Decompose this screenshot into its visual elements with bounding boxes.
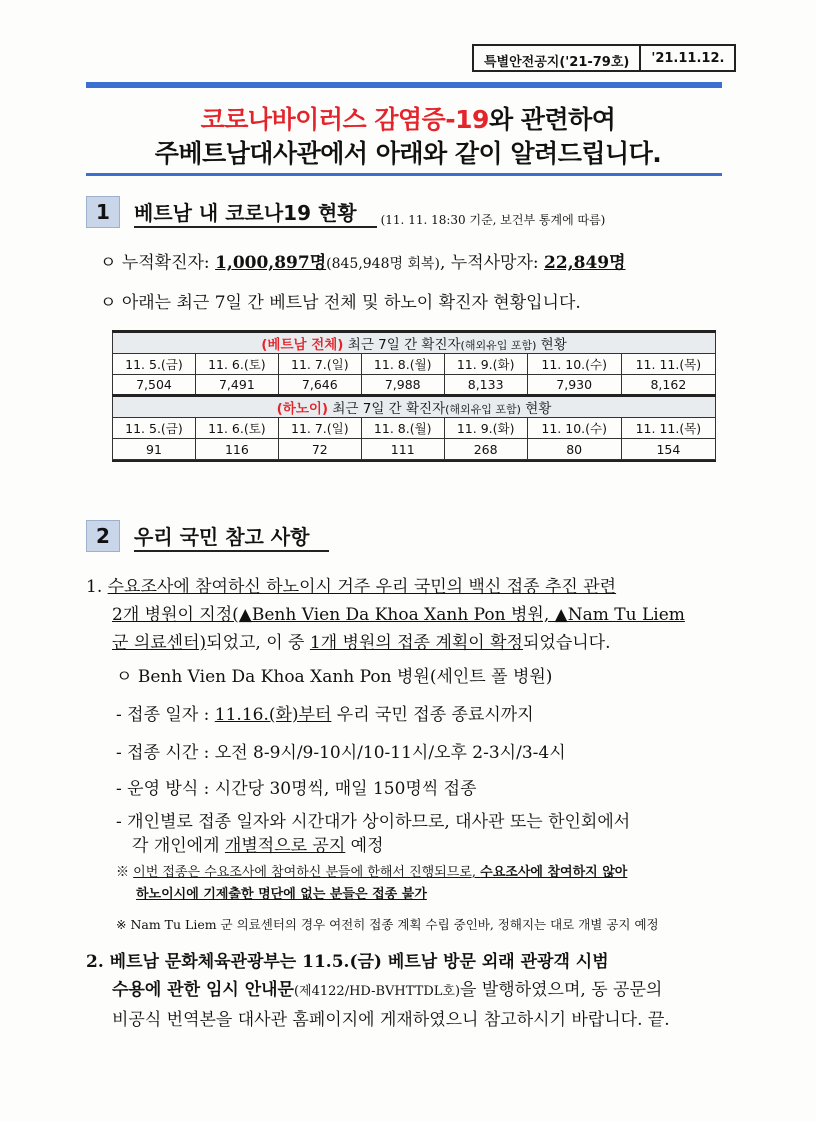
vaccination-time: - 접종 시간 : 오전 8-9시/9-10시/10-11시/오후 2-3시/3-4시	[116, 743, 566, 763]
item-2-line-1: 2. 베트남 문화체육관광부는 11.5.(금) 베트남 방문 외래 관광객 시범	[86, 952, 609, 972]
notice-date: '21.11.12.	[651, 51, 725, 66]
table-caption	[113, 332, 716, 354]
value-cell: 7,646	[278, 375, 361, 396]
section-1-title: 베트남 내 코로나19 현황	[134, 197, 377, 228]
value-cell: 91	[113, 439, 196, 460]
caption-end: 현황	[520, 401, 552, 417]
section-2-heading	[86, 520, 329, 552]
notice-line-1: - 개인별로 접종 일자와 시간대가 상이하므로, 대사관 또는 한인회에서	[116, 812, 631, 832]
caption-end: 현황	[536, 337, 567, 353]
value-cell: 7,491	[195, 375, 278, 396]
value-cell: 268	[444, 439, 527, 460]
cumulative-stats	[100, 248, 626, 273]
title-line-1	[0, 100, 816, 136]
note-2: ※ Nam Tu Liem 군 의료센터의 경우 여전히 접종 계획 수립 중인바, 정해지는 대로 개별 공지 예정	[116, 917, 659, 932]
caption-region: (베트남 전체)	[261, 337, 344, 353]
item-1-number: 1.	[86, 577, 108, 597]
stats-prefix: ㅇ 누적확진자:	[100, 253, 216, 273]
recovered-count: (845,948명 회복)	[326, 256, 440, 272]
cases-tables	[112, 330, 716, 462]
date-cell: 11. 7.(일)	[278, 354, 361, 375]
confirmed-count: 1,000,897명	[215, 253, 327, 273]
date-cell: 11. 9.(화)	[444, 354, 527, 375]
notice-line-2a: 각 개인에게	[132, 836, 225, 856]
date-cell: 11. 11.(목)	[621, 354, 715, 375]
date-cell: 11. 6.(토)	[195, 418, 278, 439]
date-cell: 11. 7.(일)	[278, 418, 361, 439]
caption-region: (하노이)	[276, 401, 329, 417]
table-row	[113, 354, 716, 375]
date-cell: 11. 5.(금)	[113, 418, 196, 439]
title-bottom-bar	[86, 173, 722, 176]
date-cell: 11. 5.(금)	[113, 354, 196, 375]
item-1-line-1: 수요조사에 참여하신 하노이시 거주 우리 국민의 백신 접종 추진 관련	[107, 577, 617, 597]
value-cell: 111	[361, 439, 444, 460]
table-row	[113, 418, 716, 439]
note-1-part-2: 수요조사에 참여하지 않아	[480, 865, 628, 880]
title-red: 코로나바이러스 감염증-19	[200, 105, 489, 134]
section-2-number: 2	[86, 520, 120, 552]
caption-small: (해외유입 포함)	[460, 339, 537, 352]
item-1-line-2: 2개 병원이 지정(▲Benh Vien Da Khoa Xanh Pon 병원, ▲Nam Tu Liem	[112, 605, 685, 625]
item-2-doc-number: (제4122/HD-BVHTTDL호)	[293, 984, 461, 999]
value-cell: 116	[195, 439, 278, 460]
table-caption-row	[113, 396, 716, 418]
section-2-title: 우리 국민 참고 사항	[134, 521, 329, 552]
value-cell: 80	[527, 439, 621, 460]
item-1-line-3b: 되었고, 이 중	[206, 633, 310, 653]
table-caption-row	[113, 332, 716, 354]
notice-line-2b: 개별적으로 공지	[224, 836, 346, 856]
notice-number: 특별안전공지('21-79호)	[474, 46, 641, 70]
item-2-line-2a: 수용에 관한 임시 안내문	[112, 980, 294, 1000]
item-2-line-3: 비공식 번역본을 대사관 홈페이지에 게재하였으니 참고하시기 바랍니다. 끝.	[112, 1010, 670, 1030]
stats-mid: , 누적사망자:	[439, 253, 545, 273]
date-cell: 11. 6.(토)	[195, 354, 278, 375]
section-1-note: (11. 11. 18:30 기준, 보건부 통계에 따름)	[380, 212, 606, 227]
value-cell: 8,133	[444, 375, 527, 396]
operation-method: - 운영 방식 : 시간당 30명씩, 매일 150명씩 접종	[116, 779, 477, 799]
date-cell: 11. 10.(수)	[527, 354, 621, 375]
value-cell: 7,930	[527, 375, 621, 396]
date-cell: 11. 8.(월)	[361, 354, 444, 375]
value-cell: 72	[278, 439, 361, 460]
date-cell: 11. 9.(화)	[444, 418, 527, 439]
caption-text: 최근 7일 간 확진자	[343, 337, 461, 353]
date-label: - 접종 일자 :	[116, 705, 215, 725]
value-cell: 7,504	[113, 375, 196, 396]
value-cell: 7,988	[361, 375, 444, 396]
note-1-part-1: 이번 접종은 수요조사에 참여하신 분들에 한해서 진행되므로,	[133, 865, 481, 880]
date-cell: 11. 10.(수)	[527, 418, 621, 439]
date-value: 11.16.(화)부터	[214, 705, 332, 725]
table-caption	[113, 396, 716, 418]
table-intro: ㅇ 아래는 최근 7일 간 베트남 전체 및 하노이 확진자 현황입니다.	[100, 293, 581, 313]
item-1-line-3d: 되었습니다.	[522, 633, 611, 653]
note-1-line-2: 하노이시에 기제출한 명단에 없는 분들은 접종 불가	[136, 887, 427, 902]
table-row	[113, 375, 716, 396]
item-1	[86, 573, 726, 657]
date-cell: 11. 11.(목)	[621, 418, 715, 439]
item-2	[86, 948, 726, 1034]
table-row	[113, 439, 716, 460]
title-rest: 와 관련하여	[488, 105, 616, 134]
value-cell: 154	[621, 439, 715, 460]
date-cell: 11. 8.(월)	[361, 418, 444, 439]
caption-text: 최근 7일 간 확진자	[328, 401, 446, 417]
date-rest: 우리 국민 접종 종료시까지	[331, 705, 534, 725]
value-cell: 8,162	[621, 375, 715, 396]
item-1-line-3c: 1개 병원의 접종 계획이 확정	[309, 633, 523, 653]
deaths-count: 22,849명	[544, 253, 626, 273]
notice-header-box	[472, 44, 736, 72]
section-1-heading	[86, 196, 605, 228]
note-1	[116, 862, 627, 906]
hospital-name: ㅇ Benh Vien Da Khoa Xanh Pon 병원(세인트 폴 병원)	[116, 667, 553, 687]
section-1-number: 1	[86, 196, 120, 228]
vaccination-date	[116, 700, 534, 725]
caption-small: (해외유입 포함)	[445, 403, 521, 416]
item-2-line-2b: 을 발행하였으며, 동 공문의	[460, 980, 663, 1000]
item-1-line-3a: 군 의료센터)	[112, 633, 207, 653]
note-mark: ※	[116, 865, 134, 880]
title-top-bar	[86, 82, 722, 88]
individual-notice	[116, 810, 630, 858]
title-line-2: 주베트남대사관에서 아래와 같이 알려드립니다.	[154, 139, 662, 168]
notice-line-2c: 예정	[345, 836, 384, 856]
